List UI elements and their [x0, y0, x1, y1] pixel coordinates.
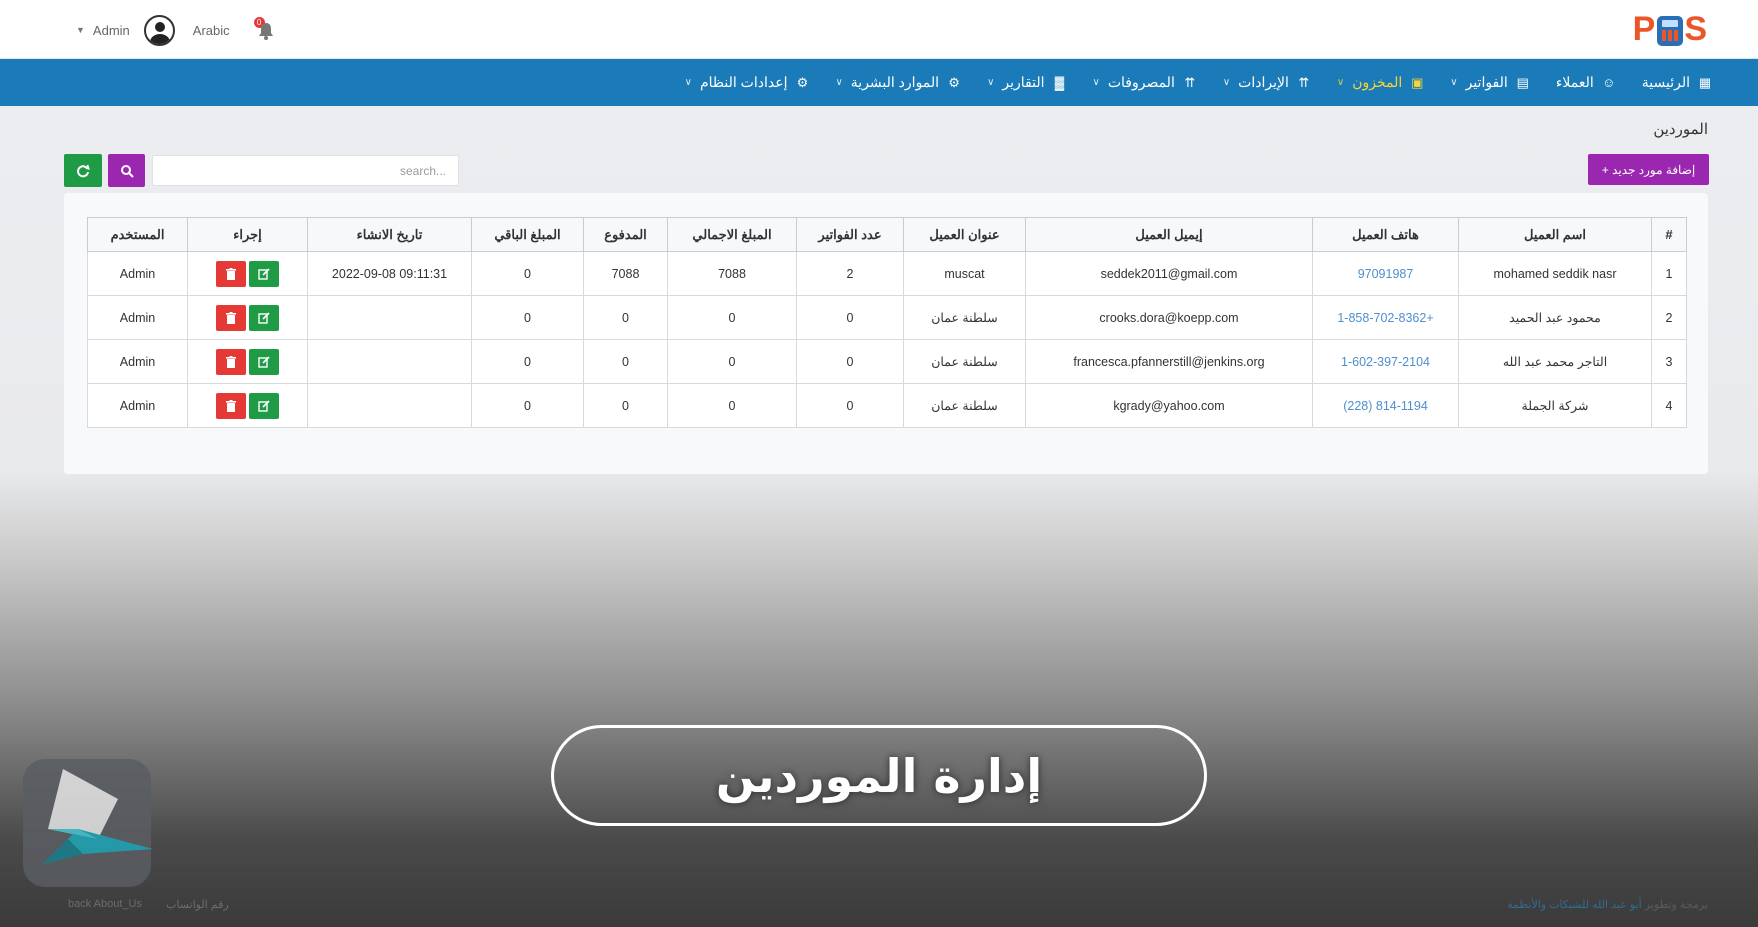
cell-total: 0	[668, 340, 797, 384]
cell-phone[interactable]: (228) 814-1194	[1313, 384, 1459, 428]
cell-created	[308, 384, 472, 428]
edit-icon	[258, 268, 270, 280]
column-header: تاريخ الانشاء	[308, 218, 472, 252]
dashboard-icon: ▦	[1698, 74, 1712, 90]
gear-icon: ⚙	[948, 74, 960, 90]
paper-plane-icon	[23, 759, 163, 889]
column-header: هاتف العميل	[1313, 218, 1459, 252]
cell-actions	[188, 340, 308, 384]
cell-remaining: 0	[472, 296, 584, 340]
column-header: #	[1652, 218, 1687, 252]
suppliers-table	[87, 217, 1687, 428]
edit-icon	[258, 400, 270, 412]
nav-item-2[interactable]	[1450, 74, 1530, 91]
cell-address: سلطنة عمان	[904, 296, 1026, 340]
trash-icon	[226, 356, 236, 368]
table-body	[88, 252, 1687, 428]
chevron-down-icon: ∨	[684, 77, 692, 88]
footer-link-whatsapp[interactable]: رقم الواتساب	[166, 899, 229, 911]
search-icon	[120, 164, 134, 178]
edit-icon	[258, 356, 270, 368]
nav-item-label: الموارد البشرية	[850, 74, 940, 90]
cell-remaining: 0	[472, 252, 584, 296]
cell-invoices: 0	[797, 296, 904, 340]
cell-num: 2	[1652, 296, 1687, 340]
chevron-down-icon: ∨	[1222, 77, 1231, 88]
cell-invoices: 2	[797, 252, 904, 296]
top-bar	[0, 0, 1758, 59]
nav-item-label: الفواتير	[1465, 74, 1508, 90]
user-name[interactable]: Admin	[92, 22, 130, 38]
cell-phone[interactable]: 1-858-702-8362+	[1313, 296, 1459, 340]
caption-banner: إدارة الموردين	[551, 725, 1207, 826]
column-header: المستخدم	[88, 218, 188, 252]
nav-item-6[interactable]	[987, 74, 1066, 91]
cell-name: mohamed seddik nasr	[1459, 252, 1652, 296]
cell-user: Admin	[88, 384, 188, 428]
notifications-button[interactable]	[254, 17, 278, 43]
cell-name: شركة الجملة	[1459, 384, 1652, 428]
search-button[interactable]	[108, 154, 145, 187]
column-header: إجراء	[188, 218, 308, 252]
column-header: المبلغ الباقي	[472, 218, 584, 252]
cell-paid: 0	[584, 340, 668, 384]
nav-items	[685, 59, 1712, 106]
nav-item-label: الرئيسية	[1641, 74, 1690, 90]
cell-address: muscat	[904, 252, 1026, 296]
cell-total: 0	[668, 384, 797, 428]
cell-user: Admin	[88, 340, 188, 384]
table-header-row	[88, 218, 1687, 252]
cell-user: Admin	[88, 252, 188, 296]
row-actions	[216, 261, 279, 287]
chevron-down-icon: ∨	[1450, 77, 1458, 88]
search-input[interactable]	[152, 155, 459, 186]
cell-num: 1	[1652, 252, 1687, 296]
nav-item-5[interactable]	[1093, 74, 1197, 91]
column-header: المدفوع	[584, 218, 668, 252]
avatar[interactable]	[144, 15, 175, 46]
cell-total: 7088	[668, 252, 797, 296]
cell-created: 2022-09-08 09:11:31	[308, 252, 472, 296]
refresh-icon	[76, 164, 90, 178]
delete-button[interactable]	[216, 393, 246, 419]
edit-button[interactable]	[249, 393, 279, 419]
cell-name: محمود عبد الحميد	[1459, 296, 1652, 340]
refresh-button[interactable]	[64, 154, 102, 187]
cell-actions	[188, 384, 308, 428]
user-icon: ☺	[1602, 75, 1616, 90]
file-icon: ▤	[1516, 74, 1529, 90]
chevron-down-icon: ∨	[1336, 77, 1345, 88]
cell-email: seddek2011@gmail.com	[1026, 252, 1313, 296]
double-up-icon: ⇈	[1184, 74, 1196, 90]
delete-button[interactable]	[216, 349, 246, 375]
cell-actions	[188, 296, 308, 340]
cell-user: Admin	[88, 296, 188, 340]
column-header: المبلغ الاجمالي	[668, 218, 797, 252]
add-supplier-button[interactable]: + إضافة مورد جديد	[1588, 154, 1709, 185]
cell-created	[308, 296, 472, 340]
nav-item-1[interactable]	[1556, 74, 1616, 91]
footer-credit-text: برمجة وتطوير	[1644, 899, 1708, 911]
cell-invoices: 0	[797, 384, 904, 428]
cell-address: سلطنة عمان	[904, 384, 1026, 428]
user-area	[76, 10, 278, 50]
channel-watermark-logo	[23, 759, 151, 887]
footer-link-about[interactable]: back About_Us	[68, 898, 142, 910]
cell-created	[308, 340, 472, 384]
nav-item-label: التقارير	[1002, 74, 1045, 90]
nav-item-label: المخزون	[1352, 74, 1403, 90]
footer-credit-link[interactable]: أبو عبد الله للشبكات والأنظمة	[1507, 899, 1642, 911]
cell-paid: 7088	[584, 252, 668, 296]
column-header: إيميل العميل	[1026, 218, 1313, 252]
column-header: اسم العميل	[1459, 218, 1652, 252]
cell-actions	[188, 252, 308, 296]
calculator-icon	[1657, 16, 1683, 46]
nav-item-4[interactable]	[1223, 74, 1311, 91]
chevron-down-icon: ∨	[835, 77, 843, 88]
delete-button[interactable]	[216, 305, 246, 331]
gear-icon: ⚙	[796, 74, 809, 90]
cell-phone[interactable]: 97091987	[1313, 252, 1459, 296]
nav-item-label: إعدادات النظام	[699, 74, 788, 90]
cell-total: 0	[668, 296, 797, 340]
cell-paid: 0	[584, 384, 668, 428]
cell-paid: 0	[584, 296, 668, 340]
page-title: الموردين	[1653, 121, 1708, 138]
bell-icon	[256, 21, 276, 41]
chevron-down-icon: ∨	[1092, 77, 1100, 88]
nav-item-label: المصروفات	[1107, 74, 1175, 90]
trash-icon	[226, 400, 236, 412]
edit-button[interactable]	[249, 305, 279, 331]
table-row	[88, 252, 1687, 296]
nav-item-label: العملاء	[1555, 74, 1594, 90]
table-row	[88, 340, 1687, 384]
nav-item-8[interactable]	[685, 74, 810, 91]
footer-credit	[1507, 898, 1708, 911]
delete-button[interactable]	[216, 261, 246, 287]
cell-remaining: 0	[472, 340, 584, 384]
cell-phone[interactable]: 1-602-397-2104	[1313, 340, 1459, 384]
column-header: عدد الفواتير	[797, 218, 904, 252]
pos-logo[interactable]: P S	[1632, 9, 1708, 48]
trash-icon	[226, 312, 236, 324]
nav-item-0[interactable]	[1642, 74, 1712, 91]
row-actions	[216, 393, 279, 419]
nav-item-label: الإيرادات	[1238, 74, 1289, 90]
edit-button[interactable]	[249, 261, 279, 287]
cell-email: kgrady@yahoo.com	[1026, 384, 1313, 428]
table-row	[88, 384, 1687, 428]
cell-invoices: 0	[797, 340, 904, 384]
table-row	[88, 296, 1687, 340]
cell-num: 3	[1652, 340, 1687, 384]
cell-email: francesca.pfannerstill@jenkins.org	[1026, 340, 1313, 384]
user-dropdown-chevron-icon[interactable]: ▼	[76, 25, 85, 35]
main-navbar	[0, 59, 1758, 106]
edit-icon	[258, 312, 270, 324]
nav-item-7[interactable]	[835, 74, 961, 91]
cell-name: التاجر محمد عبد الله	[1459, 340, 1652, 384]
cell-email: crooks.dora@koepp.com	[1026, 296, 1313, 340]
store-icon: ▣	[1411, 74, 1424, 90]
cell-address: سلطنة عمان	[904, 340, 1026, 384]
nav-item-3[interactable]	[1337, 74, 1424, 91]
notification-badge: 0	[254, 17, 265, 28]
double-up-icon: ⇈	[1298, 74, 1310, 90]
footer-links	[68, 898, 229, 911]
edit-button[interactable]	[249, 349, 279, 375]
cell-num: 4	[1652, 384, 1687, 428]
column-header: عنوان العميل	[904, 218, 1026, 252]
row-actions	[216, 305, 279, 331]
trash-icon	[226, 268, 236, 280]
language-switch[interactable]: Arabic	[192, 22, 230, 38]
chart-icon: ▓	[1054, 75, 1065, 90]
row-actions	[216, 349, 279, 375]
cell-remaining: 0	[472, 384, 584, 428]
chevron-down-icon: ∨	[987, 77, 995, 88]
